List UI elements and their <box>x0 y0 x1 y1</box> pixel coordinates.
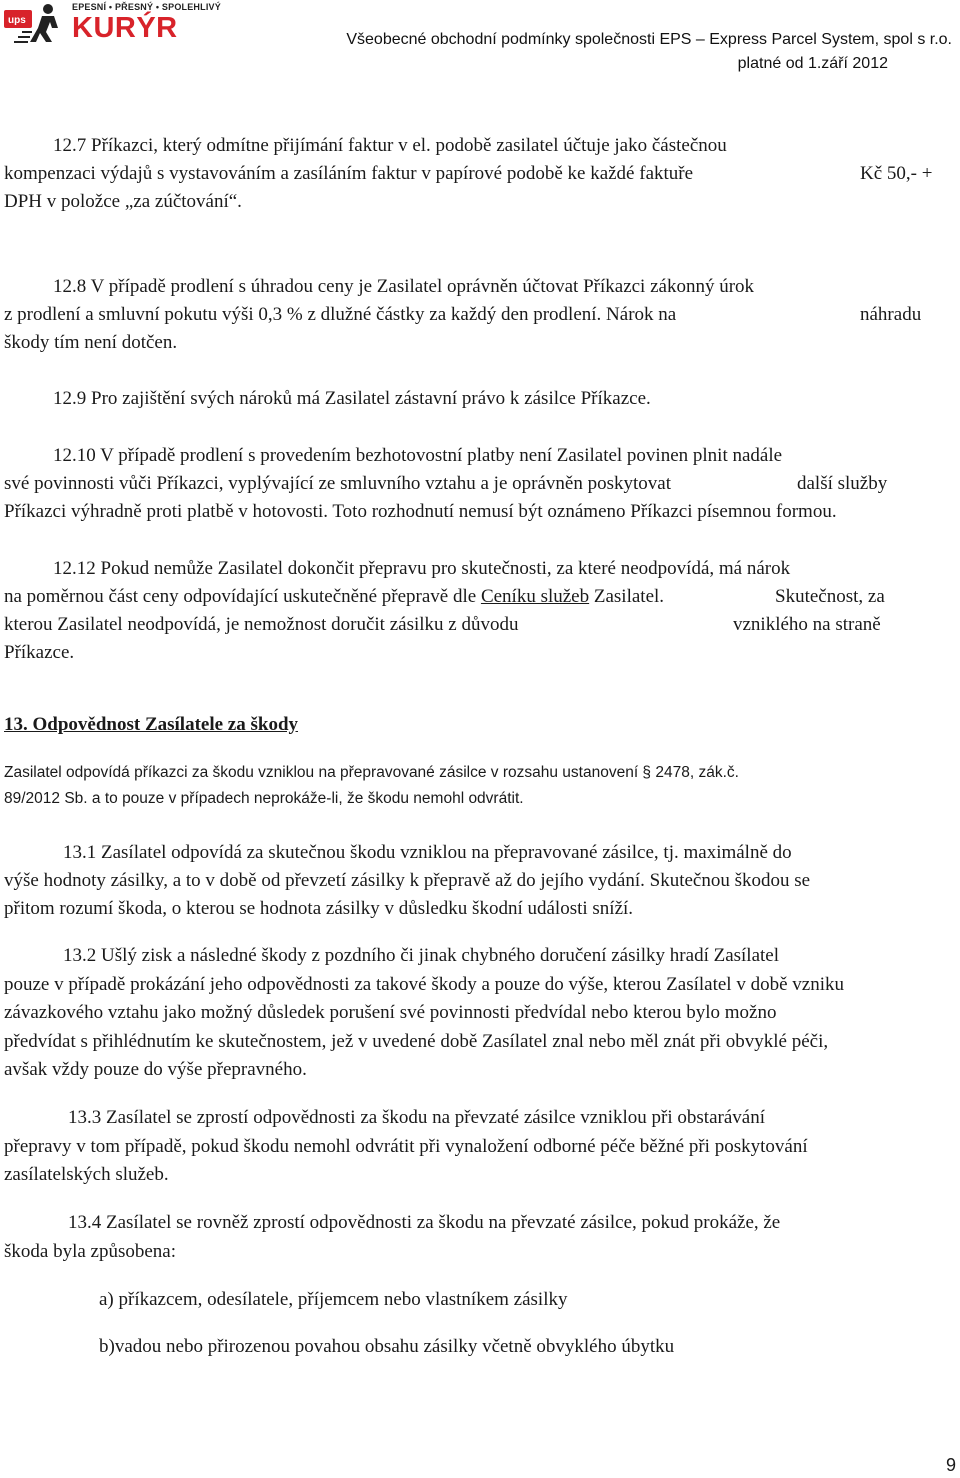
p12-8-line1: 12.8 V případě prodlení s úhradou ceny je Zasilatel oprávněn účtovat Příkazci zákonný úrok <box>53 276 755 297</box>
section-13-intro-line1: Zasilatel odpovídá příkazci za škodu vzniklou na přepravované zásilce v rozsahu ustanovení § 2478, zák.č. <box>4 764 739 781</box>
svg-text:ups: ups <box>8 15 26 26</box>
section-13-intro-line2: 89/2012 Sb. a to pouze v případech neprokáže-li, že škodu nemohl odvrátit. <box>4 790 524 807</box>
p12-7-line1: 12.7 Příkazci, který odmítne přijímání faktur v el. podobě zasilatel účtuje jako částečnou <box>53 135 727 156</box>
p13-2-line3: závazkového vztahu jako možný důsledek porušení své povinnosti předvídal nebo kterou bylo možno <box>4 1002 777 1023</box>
p13-2-line5: avšak vždy pouze do výše přepravného. <box>4 1059 307 1080</box>
section-13-heading: 13. Odpovědnost Zasílatele za škody <box>4 714 299 735</box>
p13-2-line2: pouze v případě prokázání jeho odpovědnosti za takové škody a pouze do výše, kterou Zasílatel v době vzniku <box>4 974 844 995</box>
page-number: 9 <box>945 1455 956 1475</box>
p12-7-line2-right: Kč 50,- + <box>860 163 933 184</box>
p13-4-line2: škoda byla způsobena: <box>4 1241 177 1262</box>
p12-9: 12.9 Pro zajištění svých nároků má Zasilatel zástavní právo k zásilce Příkazce. <box>53 388 651 409</box>
p13-2-line1: 13.2 Ušlý zisk a následné škody z pozdního či jinak chybného doručení zásilky hradí Zasílatel <box>63 945 780 966</box>
p12-10-line3: Příkazci výhradně proti platbě v hotovosti. Toto rozhodnutí nemusí být oznámeno Příkazci písemnou formou. <box>4 501 837 522</box>
p12-10-line1: 12.10 V případě prodlení s provedením bezhotovostní platby není Zasilatel povinen plnit nadále <box>53 445 783 466</box>
p13-1-line3: přitom rozumí škoda, o kterou se hodnota zásilky v důsledku škodní události sníží. <box>4 898 634 919</box>
p12-12-line2-text-end: Zasilatel. <box>589 586 665 607</box>
p13-3-line1: 13.3 Zasílatel se zprostí odpovědnosti za škodu na převzaté zásilce vzniklou při obstarávání <box>68 1107 765 1128</box>
header-company-line: Všeobecné obchodní podmínky společnosti EPS – Express Parcel System, spol s r.o. <box>346 31 952 48</box>
logo-wordmark: KURÝR <box>72 12 178 44</box>
p12-12-line2-right: Skutečnost, za <box>775 586 885 607</box>
p13-4-item-a: a) příkazcem, odesílatele, příjemcem nebo vlastníkem zásilky <box>99 1289 568 1310</box>
p12-10-line2: své povinnosti vůči Příkazci, vyplývající ze smluvního vztahu a je oprávněn poskytovat <box>4 473 671 494</box>
p12-8-line2: z prodlení a smluvní pokutu výši 0,3 % z dlužné částky za každý den prodlení. Nárok na <box>4 304 677 325</box>
p12-8-line2-right: náhradu <box>860 304 922 325</box>
p12-12-line4: Příkazce. <box>4 642 75 663</box>
p13-3-line2: přepravy v tom případě, pokud škodu nemohl odvrátit při vynaložení odborné péče běžné při poskytování <box>4 1136 808 1157</box>
p12-7-line3: DPH v položce „za zúčtování“. <box>4 191 242 212</box>
courier-runner-icon <box>2 2 70 44</box>
kuryr-logo <box>0 0 221 46</box>
p12-7-line2: kompenzaci výdajů s vystavováním a zasíláním faktur v papírové podobě ke každé faktuře <box>4 163 694 184</box>
p12-12-line3: kterou Zasilatel neodpovídá, je nemožnost doručit zásilku z důvodu <box>4 614 519 635</box>
p13-1-line1: 13.1 Zasílatel odpovídá za skutečnou škodu vzniklou na přepravované zásilce, tj. maximálně do <box>63 842 792 863</box>
logo-tagline: EPESNÍ • PŘESNÝ • SPOLEHLIVÝ <box>72 2 221 12</box>
p13-4-item-b: b)vadou nebo přirozenou povahou obsahu zásilky včetně obvyklého úbytku <box>99 1336 675 1357</box>
p12-12-line3-right: vzniklého na straně <box>733 614 881 635</box>
p13-2-line4: předvídat s přihlédnutím ke skutečnostem, jež v uvedené době Zasílatel znal nebo měl znát při obvyklé péči, <box>4 1031 829 1052</box>
p13-1-line2: výše hodnoty zásilky, a to v době od převzetí zásilky k přepravě až do jejího vydání. Skutečnou škodou se <box>4 870 811 891</box>
p12-8-line3: škody tím není dotčen. <box>4 332 178 353</box>
p13-3-line3: zasílatelských služeb. <box>4 1164 169 1185</box>
p13-4-line1: 13.4 Zasílatel se rovněž zprostí odpovědnosti za škodu na převzaté zásilce, pokud prokáže, že <box>68 1212 781 1233</box>
p12-12-line2-text: na poměrnou část ceny odpovídající uskutečněné přepravě dle <box>4 586 481 607</box>
cenik-sluzeb-link[interactable]: Ceníku služeb <box>480 586 590 607</box>
p12-12-line1: 12.12 Pokud nemůže Zasilatel dokončit přepravu pro skutečnosti, za které neodpovídá, má nárok <box>53 558 791 579</box>
p12-10-line2-right: další služby <box>797 473 888 494</box>
header-valid-line: platné od 1.září 2012 <box>737 55 888 72</box>
p12-12-line2 <box>4 586 664 608</box>
